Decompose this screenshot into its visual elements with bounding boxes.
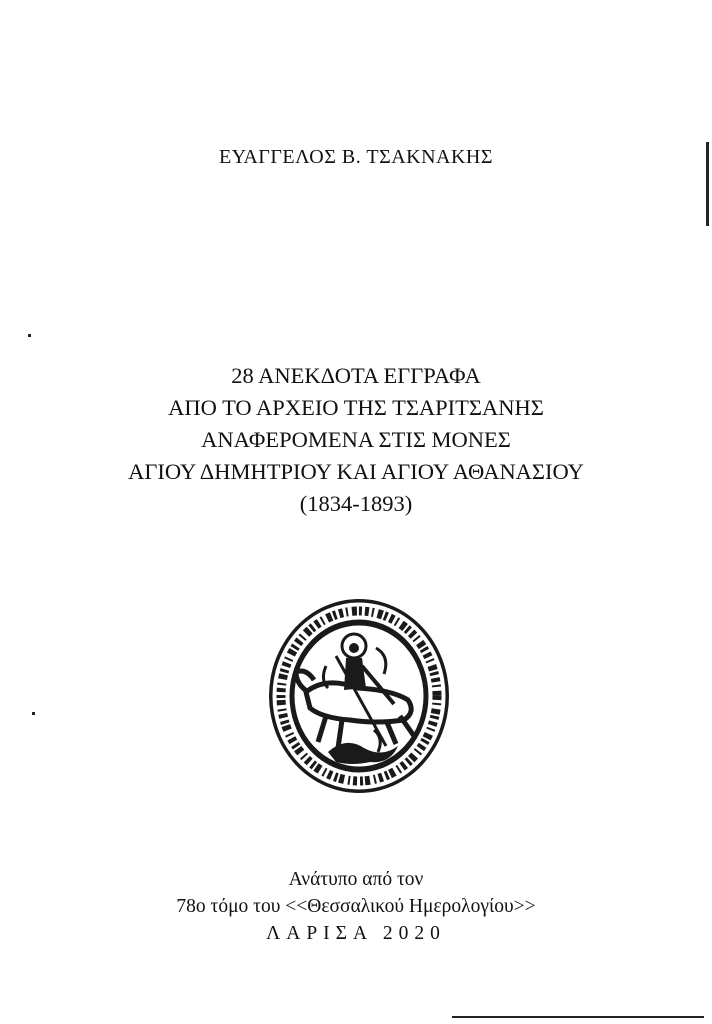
scan-speck bbox=[28, 334, 31, 337]
book-title bbox=[0, 360, 712, 520]
title-dates: (1834-1893) bbox=[299, 491, 413, 516]
seal-of-saint-demetrius-icon bbox=[266, 596, 452, 796]
imprint-place-year: ΛΑΡΙΣΑ 2020 bbox=[266, 923, 446, 944]
imprint-line-2: 78ο τόμο του <<Θεσσαλικού Ημερολογίου>> bbox=[176, 896, 536, 917]
imprint-block bbox=[0, 866, 712, 947]
title-line-3: ΑΝΑΦΕΡΟΜΕΝΑ ΣΤΙΣ ΜΟΝΕΣ bbox=[201, 427, 511, 452]
title-line-2: ΑΠΟ ΤΟ ΑΡΧΕΙΟ ΤΗΣ ΤΣΑΡΙΤΣΑΝΗΣ bbox=[168, 395, 544, 420]
scan-edge-line bbox=[706, 142, 709, 226]
scan-bottom-line bbox=[452, 1016, 704, 1018]
title-line-4: ΑΓΙΟΥ ΔΗΜΗΤΡΙΟΥ ΚΑΙ ΑΓΙΟΥ ΑΘΑΝΑΣΙΟΥ bbox=[128, 459, 584, 484]
author-name: ΕΥΑΓΓΕΛΟΣ Β. ΤΣΑΚΝΑΚΗΣ bbox=[218, 146, 494, 168]
title-line-1: 28 ΑΝΕΚΔΟΤΑ ΕΓΓΡΑΦΑ bbox=[231, 363, 481, 388]
imprint-line-1: Ανάτυπο από τον bbox=[288, 869, 424, 890]
scan-speck bbox=[32, 712, 35, 715]
